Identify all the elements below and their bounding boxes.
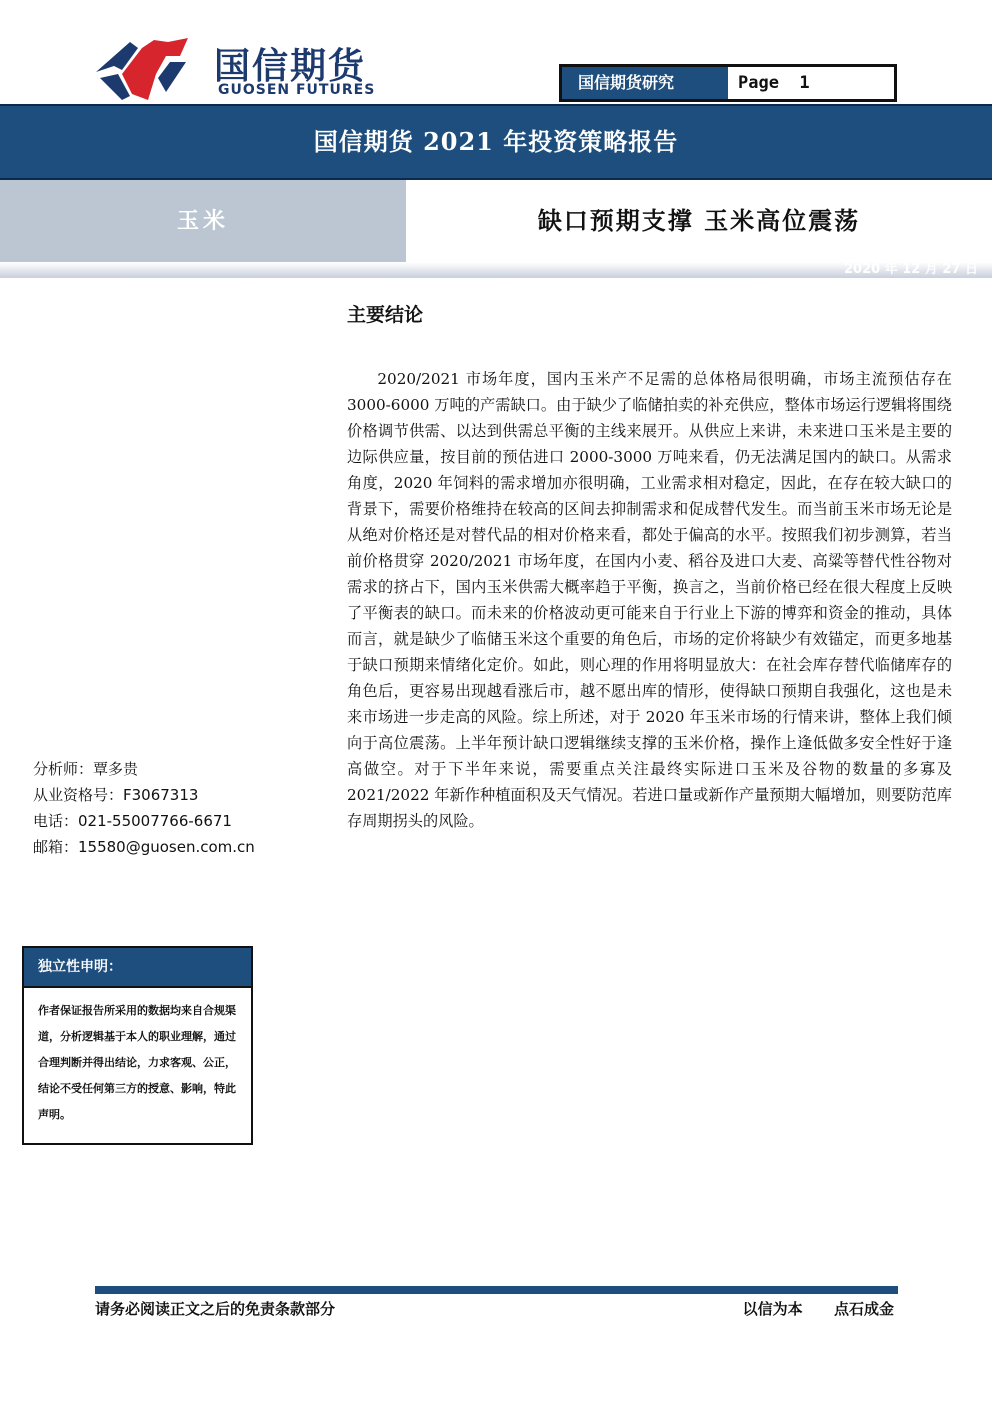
independence-statement-box bbox=[22, 946, 253, 1145]
footer-divider bbox=[95, 1286, 898, 1294]
independence-header bbox=[24, 948, 251, 988]
logo-chinese-name: 国信期货 bbox=[214, 46, 367, 87]
report-headline: 缺口预期支撑 玉米高位震荡 bbox=[537, 206, 861, 235]
page-number: Page 1 bbox=[738, 73, 810, 93]
independence-title: 独立性申明： bbox=[38, 959, 122, 975]
independence-body: 作者保证报告所采用的数据均来自合规渠道，分析逻辑基于本人的职业理解，通过合理判断并得出结论，力求客观、公正，结论不受任何第三方的授意、影响，特此声明。 bbox=[38, 1004, 236, 1121]
analyst-email: 邮箱：15580@guosen.com.cn bbox=[33, 838, 255, 856]
analyst-license: 从业资格号：F3067313 bbox=[33, 786, 199, 804]
research-label: 国信期货研究 bbox=[562, 67, 728, 99]
category-label: 玉米 bbox=[176, 208, 229, 234]
analyst-info bbox=[33, 756, 313, 860]
guosen-logo-icon bbox=[96, 34, 194, 102]
logo-english-name: GUOSEN FUTURES bbox=[218, 82, 376, 98]
analyst-name: 分析师：覃多贵 bbox=[33, 760, 139, 778]
report-title-band bbox=[0, 104, 992, 180]
research-tag-box bbox=[559, 64, 897, 102]
section-title: 主要结论 bbox=[347, 304, 424, 326]
disclaimer-notice: 请务必阅读正文之后的免责条款部分 bbox=[95, 1300, 336, 1318]
report-date: 2020 年 12 月 27 日 bbox=[844, 262, 978, 277]
category-panel bbox=[0, 180, 406, 262]
company-logo bbox=[96, 34, 386, 104]
analyst-phone: 电话：021-55007766-6671 bbox=[33, 812, 232, 830]
report-title: 国信期货 2021 年投资策略报告 bbox=[313, 127, 679, 156]
company-motto: 以信为本 点石成金 bbox=[742, 1300, 894, 1318]
conclusion-paragraph: 2020/2021 市场年度，国内玉米产不足需的总体格局很明确，市场主流预估存在 3000-6000 万吨的产需缺口。由于缺少了临储拍卖的补充供应，整体市场运行逻辑将围绕价格调节供需、以达到供需总平衡的主线来展开。从供应上来讲，未来进口玉米是主要的边际供应量，按目前的预估进口 2000-3000 万吨来看，仍无法满足国内的缺口。从需求角度，2020 年饲料的需求增加亦很明确，工业需求相对稳定，因此，在存在较大缺口的背景下，需要价格维持在较高的区间去抑制需求和促成替代发生。而当前玉米市场无论是从绝对价格还是对替代品的相对价格来看，都处于偏高的水平。按照我们初步测算，若当前价格贯穿 2020/2021 市场年度，在国内小麦、稻谷及进口大麦、高粱等替代性谷物对需求的挤占下，国内玉米供需大概率趋于平衡，换言之，当前价格已经在很大程度上反映了平衡表的缺口。而未来的价格波动更可能来自于行业上下游的博弈和资金的推动，具体而言，就是缺少了临储玉米这个重要的角色后，市场的定价将缺少有效锚定，而更多地基于缺口预期来情绪化定价。如此，则心理的作用将明显放大：在社会库存替代临储库存的角色后，更容易出现越看涨后市，越不愿出库的情形，使得缺口预期自我强化，这也是未来市场进一步走高的风险。综上所述，对于 2020 年玉米市场的行情来讲，整体上我们倾向于高位震荡。上半年预计缺口逻辑继续支撑的玉米价格，操作上逢低做多安全性好于逢高做空。对于下半年来说，需要重点关注最终实际进口玉米及谷物的数量的多寡及 2021/2022 年新作种植面积及天气情况。若进口量或新作产量预期大幅增加，则要防范库存周期拐头的风险。 bbox=[347, 370, 952, 830]
